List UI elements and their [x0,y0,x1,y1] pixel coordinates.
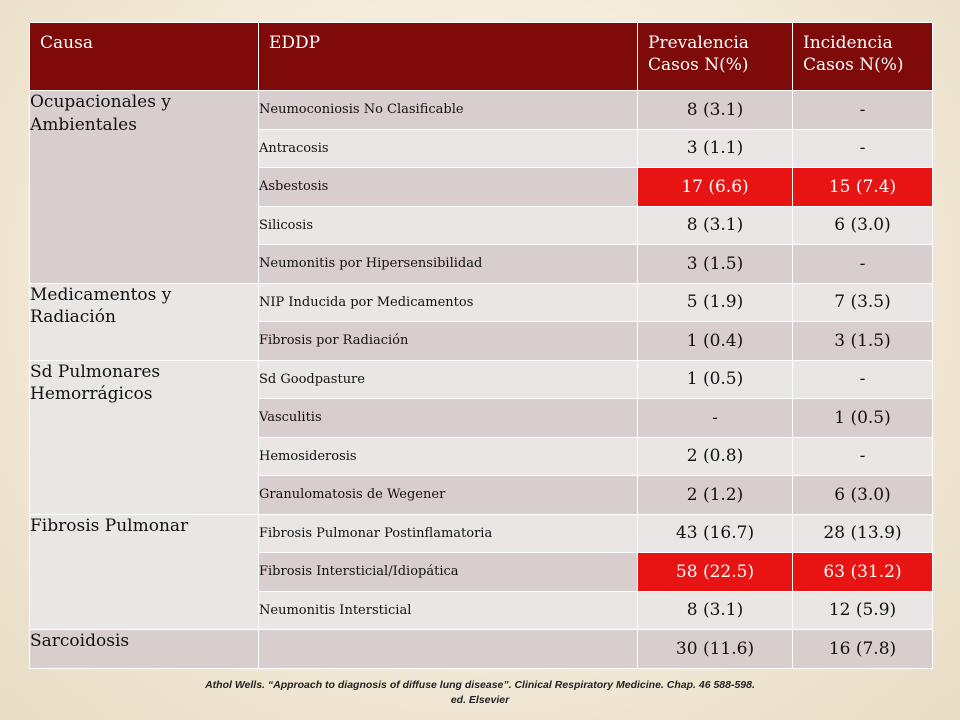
citation [0,678,960,708]
incidencia-cell: - [793,129,933,168]
prevalence-incidence-table [29,22,933,669]
incidencia-cell: 6 (3.0) [793,206,933,245]
header-row [30,23,933,91]
header-eddp-label: EDDP [269,33,321,53]
header-incidencia-line2: Casos N(%) [803,55,904,76]
prevalencia-cell: 8 (3.1) [638,206,793,245]
incidencia-cell: 12 (5.9) [793,591,933,630]
eddp-cell: Neumoconiosis No Clasificable [259,91,638,130]
prevalencia-cell-highlighted: 17 (6.6) [638,168,793,207]
eddp-cell: Asbestosis [259,168,638,207]
prevalencia-cell: 2 (0.8) [638,437,793,476]
prevalencia-cell: 8 (3.1) [638,591,793,630]
prevalencia-cell: 3 (1.5) [638,245,793,284]
header-eddp [259,23,638,91]
prevalencia-cell: 8 (3.1) [638,91,793,130]
table-row [30,630,933,669]
eddp-cell: Vasculitis [259,399,638,438]
incidencia-cell: - [793,245,933,284]
table-row [30,514,933,553]
incidencia-cell: 3 (1.5) [793,322,933,361]
incidencia-cell: 16 (7.8) [793,630,933,669]
incidencia-cell: 7 (3.5) [793,283,933,322]
eddp-cell: Silicosis [259,206,638,245]
cause-cell: Fibrosis Pulmonar [30,514,259,630]
table-row [30,91,933,130]
eddp-cell: Granulomatosis de Wegener [259,476,638,515]
table-row [30,360,933,399]
table-row [30,283,933,322]
incidencia-cell: - [793,437,933,476]
header-prevalencia-line2: Casos N(%) [648,55,749,76]
incidencia-cell: - [793,360,933,399]
prevalencia-cell: 2 (1.2) [638,476,793,515]
prevalencia-cell: - [638,399,793,438]
prevalencia-cell: 1 (0.5) [638,360,793,399]
eddp-cell: Fibrosis Pulmonar Postinflamatoria [259,514,638,553]
incidencia-cell: 6 (3.0) [793,476,933,515]
prevalencia-cell: 3 (1.1) [638,129,793,168]
header-prevalencia-line1: Prevalencia [648,33,749,53]
eddp-cell: Fibrosis Intersticial/Idiopática [259,553,638,592]
incidencia-cell-highlighted: 15 (7.4) [793,168,933,207]
eddp-cell: Fibrosis por Radiación [259,322,638,361]
citation-line2: ed. Elsevier [450,694,510,707]
header-incidencia [793,23,933,91]
eddp-cell: Neumonitis por Hipersensibilidad [259,245,638,284]
eddp-cell: NIP Inducida por Medicamentos [259,283,638,322]
cause-cell: Medicamentos y Radiación [30,283,259,360]
prevalencia-cell: 30 (11.6) [638,630,793,669]
prevalencia-cell-highlighted: 58 (22.5) [638,553,793,592]
header-prevalencia [638,23,793,91]
prevalencia-cell: 43 (16.7) [638,514,793,553]
header-causa-label: Causa [40,33,93,53]
eddp-cell: Sd Goodpasture [259,360,638,399]
prevalencia-cell: 5 (1.9) [638,283,793,322]
incidencia-cell: - [793,91,933,130]
incidencia-cell: 28 (13.9) [793,514,933,553]
eddp-cell: Hemosiderosis [259,437,638,476]
cause-cell: Sarcoidosis [30,630,259,669]
eddp-cell [259,630,638,669]
incidencia-cell-highlighted: 63 (31.2) [793,553,933,592]
incidencia-cell: 1 (0.5) [793,399,933,438]
citation-line1: Athol Wells. “Approach to diagnosis of diffuse lung disease”. Clinical Respiratory Medicine. Chap. 46 588-598. [205,679,755,691]
eddp-cell: Neumonitis Intersticial [259,591,638,630]
header-causa [30,23,259,91]
cause-cell: Sd Pulmonares Hemorrágicos [30,360,259,514]
eddp-cell: Antracosis [259,129,638,168]
prevalencia-cell: 1 (0.4) [638,322,793,361]
cause-cell: Ocupacionales y Ambientales [30,91,259,284]
header-incidencia-line1: Incidencia [803,33,893,53]
